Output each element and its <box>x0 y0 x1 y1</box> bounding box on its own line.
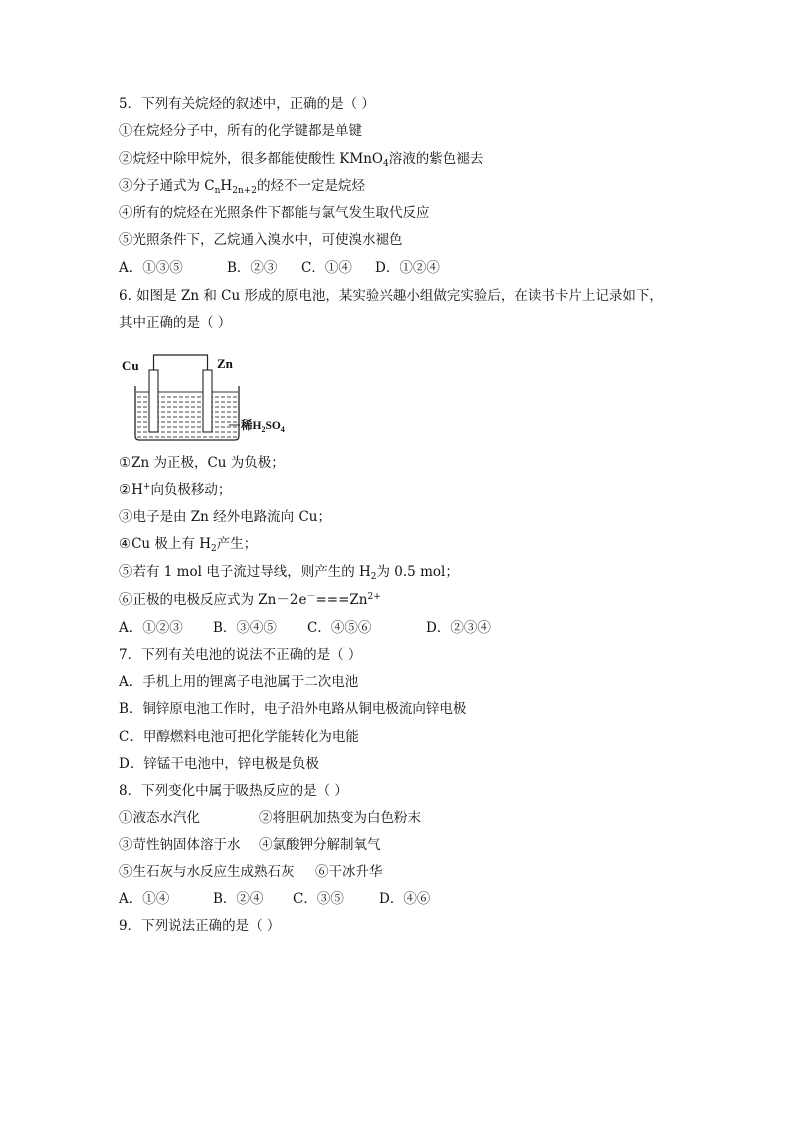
q8-statement-3: ③苛性钠固体溶于水 <box>119 837 241 853</box>
q8-stem: 8．下列变化中属于吸热反应的是（ ） <box>119 783 348 799</box>
q6-statement-6: ⑥正极的电极反应式为 $Zn-2e^-===Zn^{2+}$ <box>119 592 381 608</box>
q6-stem-line-2: 其中正确的是（ ） <box>119 315 232 331</box>
q5-option-d: D．①②④ <box>375 260 440 276</box>
q8-options <box>119 890 430 908</box>
q8-statements-row-2 <box>119 836 381 854</box>
q6-options <box>119 619 491 637</box>
q8-statement-6: ⑥干冰升华 <box>315 864 383 880</box>
zn-label: Zn <box>217 356 233 371</box>
q6-statement-4: ④Cu 极上有 $H_2$产生； <box>119 536 258 554</box>
connecting-wire <box>154 355 208 370</box>
q5-statement-5: ⑤光照条件下，乙烷通入溴水中，可使溴水褪色 <box>119 232 403 248</box>
q6-statement-2: ②H+向负极移动； <box>119 482 232 498</box>
q8-statement-2: ②将胆矾加热变为白色粉末 <box>259 810 421 826</box>
q6-statement-5: ⑤若有 1 mol 电子流过导线，则产生的 $H_2$为 0.5 mol； <box>119 564 459 582</box>
q5-statement-4: ④所有的烷烃在光照条件下都能与氯气发生取代反应 <box>119 205 430 221</box>
q6-option-d: D．②③④ <box>426 620 491 636</box>
q5-statement-2: ②烷烃中除甲烷外，很多都能使酸性 KMnO$_4$溶液的紫色褪去 <box>119 151 484 169</box>
galvanic-cell-diagram <box>119 350 289 450</box>
acid-label: 稀$H_2SO_4$ <box>241 420 285 434</box>
q5-statement-3: ③分子通式为 $C_nH_{2n+2}$的烃不一定是烷烃 <box>119 178 365 196</box>
q8-option-a: A．①④ <box>119 891 170 907</box>
q8-statement-1: ①液态水汽化 <box>119 810 200 826</box>
q5-option-b: B．②③ <box>227 260 278 276</box>
q7-option-d: D．锌锰干电池中，锌电极是负极 <box>119 756 319 772</box>
q8-statements-row-1 <box>119 809 421 827</box>
q6-option-c: C．④⑤⑥ <box>307 620 372 636</box>
q6-stem-line-1: 6. 如图是 Zn 和 Cu 形成的原电池，某实验兴趣小组做完实验后，在读书卡片上记录如下， <box>119 288 663 304</box>
q8-option-c: C．③⑤ <box>293 891 344 907</box>
q5-option-c: C．①④ <box>301 260 352 276</box>
q7-option-c: C．甲醇燃料电池可把化学能转化为电能 <box>119 729 359 745</box>
q8-statement-4: ④氯酸钾分解制氧气 <box>259 837 381 853</box>
q7-option-a: A．手机上用的锂离子电池属于二次电池 <box>119 674 359 690</box>
q9-stem: 9．下列说法正确的是（ ） <box>119 918 281 934</box>
q6-statement-3: ③电子是由 Zn 经外电路流向 Cu； <box>119 509 331 525</box>
q5-options <box>119 259 440 277</box>
q8-option-d: D．④⑥ <box>379 891 431 907</box>
q8-statements-row-3 <box>119 863 383 881</box>
q6-statement-1: ①Zn 为正极，Cu 为负极； <box>119 455 285 471</box>
q8-statement-5: ⑤生石灰与水反应生成熟石灰 <box>119 864 295 880</box>
q5-statement-1: ①在烷烃分子中，所有的化学键都是单键 <box>119 123 362 139</box>
copper-electrode <box>149 370 158 432</box>
cu-label: Cu <box>122 358 139 373</box>
q6-option-b: B．③④⑤ <box>213 620 277 636</box>
q5-option-a: A．①③⑤ <box>119 260 183 276</box>
q6-option-a: A．①②③ <box>119 620 183 636</box>
zinc-electrode <box>203 370 212 432</box>
q8-option-b: B．②④ <box>213 891 264 907</box>
q7-option-b: B．铜锌原电池工作时，电子沿外电路从铜电极流向锌电极 <box>119 701 467 717</box>
q5-stem: 5．下列有关烷烃的叙述中，正确的是（ ） <box>119 96 375 112</box>
q7-stem: 7．下列有关电池的说法不正确的是（ ） <box>119 647 362 663</box>
